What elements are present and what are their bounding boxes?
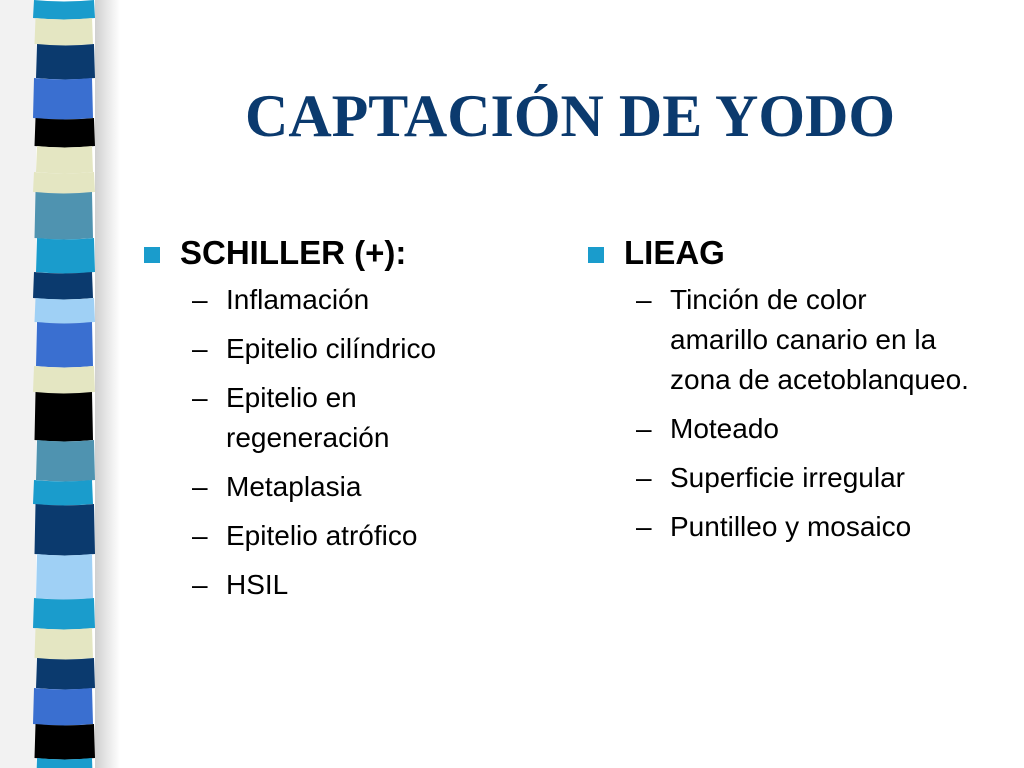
stripe-block <box>35 18 94 46</box>
list-item-text: Tinción de color amarillo canario en la zona de acetoblanqueo. <box>670 284 969 395</box>
list-item-text: Inflamación <box>226 284 370 315</box>
list-item <box>192 378 544 458</box>
stripe-block <box>35 724 96 760</box>
stripe-block <box>35 298 96 324</box>
dash-icon: – <box>192 382 208 413</box>
list-item <box>636 458 998 498</box>
stripe-block <box>33 0 95 20</box>
right-sub-list <box>588 280 998 547</box>
list-item <box>636 280 998 400</box>
left-bullet-heading <box>144 228 544 278</box>
stripe-block <box>36 238 95 274</box>
stripe-block <box>35 628 94 660</box>
stripe-pattern <box>0 0 120 768</box>
stripe-block <box>36 322 93 368</box>
dash-icon: – <box>192 284 208 315</box>
right-heading-text: LIEAG <box>624 234 725 271</box>
stripe-block <box>33 688 93 726</box>
left-sub-list <box>144 280 544 605</box>
dash-icon: – <box>192 471 208 502</box>
decorative-stripe-band <box>0 0 120 768</box>
stripe-block <box>35 192 94 240</box>
dash-icon: – <box>192 333 208 364</box>
stripe-block <box>33 272 93 300</box>
list-item-text: Epitelio en regeneración <box>226 382 390 453</box>
dash-icon: – <box>192 569 208 600</box>
stripe-block <box>36 44 95 80</box>
left-heading-text: SCHILLER (+): <box>180 234 407 271</box>
list-item-text: Moteado <box>670 413 779 444</box>
list-item-text: Epitelio atrófico <box>226 520 418 551</box>
square-bullet-icon <box>588 247 604 263</box>
dash-icon: – <box>192 520 208 551</box>
square-bullet-icon <box>144 247 160 263</box>
list-item <box>192 467 544 507</box>
list-item-text: Metaplasia <box>226 471 362 502</box>
stripe-block <box>36 440 95 482</box>
slide-title: CAPTACIÓN DE YODO <box>244 83 895 149</box>
stripe-block <box>33 366 95 394</box>
stripe-block <box>36 758 93 768</box>
right-bullet-heading <box>588 228 998 278</box>
stripe-block <box>36 146 93 174</box>
stripe-block <box>36 658 95 690</box>
stripe-block <box>35 504 96 556</box>
stripe-block <box>33 480 93 506</box>
list-item <box>192 280 544 320</box>
list-item <box>192 516 544 556</box>
dash-icon: – <box>636 511 652 542</box>
dash-icon: – <box>636 284 652 315</box>
list-item-text: HSIL <box>226 569 289 600</box>
list-item <box>192 565 544 605</box>
stripe-block <box>36 554 93 600</box>
stripe-block <box>33 598 95 630</box>
list-item-text: Superficie irregular <box>670 462 905 493</box>
stripe-block <box>35 118 96 148</box>
left-column <box>144 228 544 614</box>
right-column <box>588 228 998 556</box>
list-item <box>192 329 544 369</box>
list-item <box>636 507 998 547</box>
list-item <box>636 409 998 449</box>
stripe-block <box>33 172 95 194</box>
list-item-text: Puntilleo y mosaico <box>670 511 912 542</box>
list-item-text: Epitelio cilíndrico <box>226 333 437 364</box>
stripe-block <box>35 392 94 442</box>
stripe-block <box>33 78 93 120</box>
dash-icon: – <box>636 413 652 444</box>
dash-icon: – <box>636 462 652 493</box>
